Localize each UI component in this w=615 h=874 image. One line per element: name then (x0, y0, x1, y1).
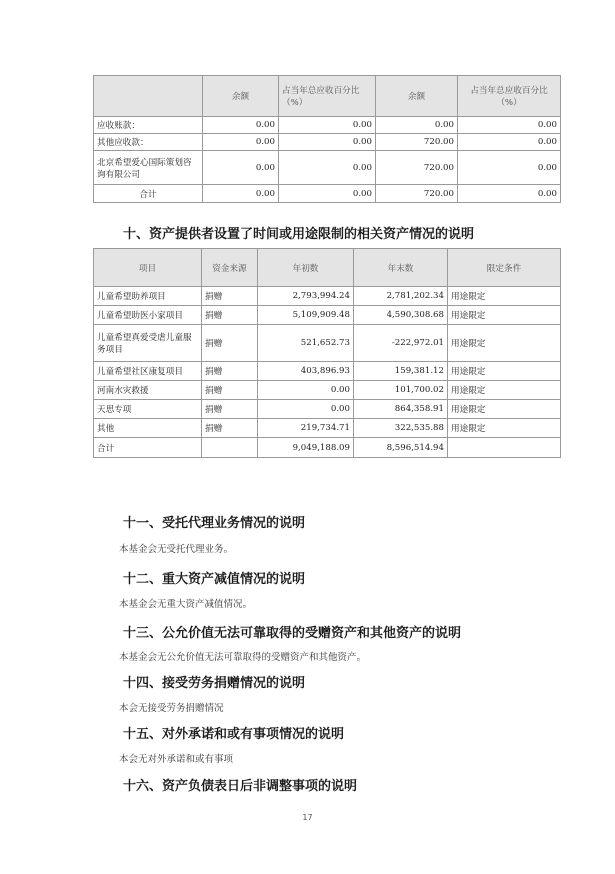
restriction: 用途限定 (448, 400, 561, 419)
end-value: 8,596,514.94 (354, 438, 448, 458)
table-header-row (94, 249, 561, 287)
cell-value: 0.00 (203, 185, 279, 203)
end-value: -222,972.01 (354, 325, 448, 362)
header-cell-blank (94, 76, 203, 117)
restriction: 用途限定 (448, 287, 561, 306)
section-text: 本基金会无重大资产减值情况。 (119, 599, 253, 610)
begin-value: 0.00 (258, 381, 354, 400)
header-cell: 余额 (376, 76, 458, 117)
section-heading: 十二、重大资产减值情况的说明 (123, 572, 306, 587)
row-label: 其他应收款： (94, 134, 203, 151)
begin-value: 9,049,188.09 (258, 438, 354, 458)
begin-value: 521,652.73 (258, 325, 354, 362)
table-row (94, 325, 561, 362)
cell-value: 0.00 (458, 117, 561, 134)
cell-value: 0.00 (458, 151, 561, 185)
table-row (94, 306, 561, 325)
cell-value: 0.00 (203, 117, 279, 134)
row-label: 合计 (94, 185, 203, 203)
restriction: 用途限定 (448, 306, 561, 325)
section-heading: 十三、公允价值无法可靠取得的受赠资产和其他资产的说明 (123, 626, 462, 641)
header-cell: 资金来源 (202, 249, 258, 287)
section-heading: 十四、接受劳务捐赠情况的说明 (123, 676, 306, 691)
table-row (94, 419, 561, 438)
cell-value: 0.00 (279, 117, 376, 134)
begin-value: 0.00 (258, 400, 354, 419)
restriction: 用途限定 (448, 419, 561, 438)
table-total-row (94, 185, 561, 203)
end-value: 322,535.88 (354, 419, 448, 438)
section-text: 本会无对外承诺和或有事项 (119, 754, 234, 765)
project-name: 河南水灾救援 (94, 381, 202, 400)
project-name: 合计 (94, 438, 202, 458)
cell-value: 720.00 (376, 185, 458, 203)
project-name: 儿童希望助医小家项目 (94, 306, 202, 325)
header-cell: 项目 (94, 249, 202, 287)
end-value: 101,700.02 (354, 381, 448, 400)
end-value: 159,381.12 (354, 362, 448, 381)
restriction: 用途限定 (448, 362, 561, 381)
table-header-row (94, 76, 561, 117)
section-text: 本基金会无公允价值无法可靠取得的受赠资产和其他资产。 (119, 652, 367, 663)
end-value: 2,781,202.34 (354, 287, 448, 306)
project-name: 其他 (94, 419, 202, 438)
header-cell: 占当年总应收百分比（%） (279, 76, 376, 117)
cell-value: 0.00 (279, 134, 376, 151)
project-name: 儿童希望助养项目 (94, 287, 202, 306)
header-cell: 占当年总应收百分比（%） (458, 76, 561, 117)
row-label: 应收账款： (94, 117, 203, 134)
fund-source: 捐赠 (202, 362, 258, 381)
restriction: 用途限定 (448, 325, 561, 362)
cell-value: 0.00 (458, 134, 561, 151)
restriction (448, 438, 561, 458)
section-heading: 十、资产提供者设置了时间或用途限制的相关资产情况的说明 (123, 227, 475, 242)
cell-value: 0.00 (279, 185, 376, 203)
cell-value: 0.00 (279, 151, 376, 185)
begin-value: 2,793,994.24 (258, 287, 354, 306)
section-text: 本会无接受劳务捐赠情况 (119, 703, 224, 714)
section-heading: 十五、对外承诺和或有事项情况的说明 (123, 727, 345, 742)
project-name: 儿童希望社区康复项目 (94, 362, 202, 381)
fund-source: 捐赠 (202, 381, 258, 400)
table-total-row (94, 438, 561, 458)
project-name: 儿童希望真爱受虐儿童服务项目 (94, 325, 202, 362)
cell-value: 0.00 (376, 117, 458, 134)
section-heading: 十六、资产负债表日后非调整事项的说明 (123, 779, 358, 794)
cell-value: 0.00 (203, 151, 279, 185)
fund-source: 捐赠 (202, 419, 258, 438)
table-row (94, 151, 561, 185)
cell-value: 0.00 (458, 185, 561, 203)
table-row (94, 400, 561, 419)
end-value: 864,358.91 (354, 400, 448, 419)
cell-value: 720.00 (376, 134, 458, 151)
restriction: 用途限定 (448, 381, 561, 400)
table-row (94, 117, 561, 134)
begin-value: 5,109,909.48 (258, 306, 354, 325)
begin-value: 403,896.93 (258, 362, 354, 381)
table-row (94, 134, 561, 151)
cell-value: 0.00 (203, 134, 279, 151)
section-heading: 十一、受托代理业务情况的说明 (123, 516, 306, 531)
section-text: 本基金会无受托代理业务。 (119, 544, 234, 555)
table-row (94, 381, 561, 400)
page-number: 17 (302, 813, 313, 822)
fund-source: 捐赠 (202, 287, 258, 306)
receivables-table (93, 75, 561, 203)
project-name: 天思专项 (94, 400, 202, 419)
end-value: 4,590,308.68 (354, 306, 448, 325)
fund-source: 捐赠 (202, 325, 258, 362)
header-cell: 年末数 (354, 249, 448, 287)
begin-value: 219,734.71 (258, 419, 354, 438)
table-row (94, 362, 561, 381)
header-cell: 限定条件 (448, 249, 561, 287)
cell-value: 720.00 (376, 151, 458, 185)
fund-source (202, 438, 258, 458)
row-label: 北京希望爱心国际策划咨询有限公司 (94, 151, 203, 185)
fund-source: 捐赠 (202, 306, 258, 325)
fund-source: 捐赠 (202, 400, 258, 419)
table-row (94, 287, 561, 306)
header-cell: 年初数 (258, 249, 354, 287)
restricted-assets-table (93, 248, 561, 458)
header-cell: 余额 (203, 76, 279, 117)
